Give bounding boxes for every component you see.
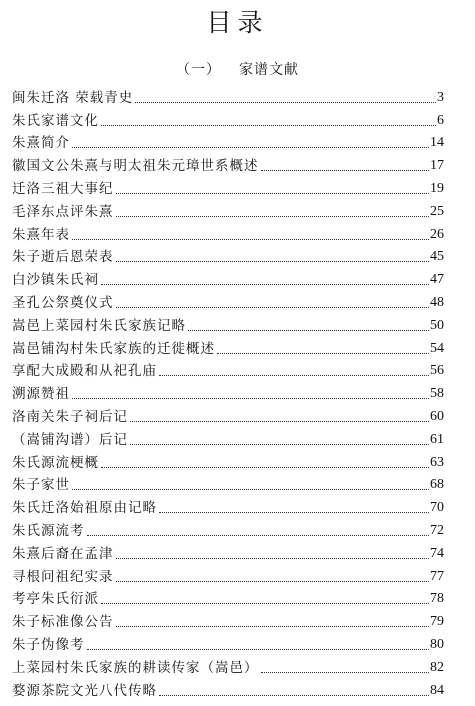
toc-entry xyxy=(12,449,444,472)
toc-entry xyxy=(12,380,444,403)
dot-leader xyxy=(135,102,436,103)
toc-entry-title: 嵩邑上菜园村朱氏家族记略 xyxy=(12,317,186,334)
toc-entry-title: 白沙镇朱氏祠 xyxy=(12,272,99,289)
toc-entry xyxy=(12,130,444,153)
toc-entry-title: 嵩邑铺沟村朱氏家族的迁徙概述 xyxy=(12,340,215,357)
toc-entry-title: 朱熹简介 xyxy=(12,135,70,152)
toc-entry-page: 47 xyxy=(430,272,444,288)
toc-entry-title: 洛南关朱子祠后记 xyxy=(12,408,128,425)
dot-leader xyxy=(217,353,429,354)
dot-leader xyxy=(116,216,430,217)
toc-entry-title: 闽朱迁洛 荣载青史 xyxy=(12,89,134,106)
toc-entry-page: 19 xyxy=(430,180,444,196)
dot-leader xyxy=(159,695,429,696)
toc-entry-page: 78 xyxy=(430,591,444,607)
toc-entry xyxy=(12,608,444,631)
toc-entry-title: 溯源赞祖 xyxy=(12,386,70,403)
toc-entry xyxy=(12,289,444,312)
dot-leader xyxy=(101,467,429,468)
dot-leader xyxy=(130,421,429,422)
dot-leader xyxy=(116,261,430,262)
toc-entry-title: 婺源茶院文光八代传略 xyxy=(12,682,157,699)
dot-leader xyxy=(188,330,429,331)
toc-entry-page: 77 xyxy=(430,568,444,584)
toc-entry-page: 74 xyxy=(430,545,444,561)
toc-entry-page: 80 xyxy=(430,636,444,652)
toc-entry xyxy=(12,563,444,586)
toc-entry xyxy=(12,312,444,335)
toc-entry-page: 3 xyxy=(437,89,444,105)
toc-entry xyxy=(12,175,444,198)
toc-entry-page: 54 xyxy=(430,340,444,356)
toc-entry-page: 70 xyxy=(430,500,444,516)
toc-entry xyxy=(12,358,444,381)
toc-entry-page: 14 xyxy=(430,135,444,151)
toc-entry-title: 迁洛三祖大事纪 xyxy=(12,180,114,197)
toc-entry xyxy=(12,494,444,517)
toc-entry-title: 寻根问祖纪实录 xyxy=(12,568,114,585)
toc-entry-page: 45 xyxy=(430,249,444,265)
toc-entry-title: 享配大成殿和从祀孔庙 xyxy=(12,363,157,380)
toc-entry xyxy=(12,517,444,540)
toc-entry xyxy=(12,654,444,677)
dot-leader xyxy=(116,307,430,308)
dot-leader xyxy=(101,125,436,126)
dot-leader xyxy=(72,398,429,399)
toc-entry xyxy=(12,266,444,289)
toc-entry xyxy=(12,107,444,130)
toc-entry-page: 61 xyxy=(430,431,444,447)
toc-entry-page: 82 xyxy=(430,659,444,675)
dot-leader xyxy=(159,512,429,513)
toc-entry-title: 朱熹年表 xyxy=(12,226,70,243)
dot-leader xyxy=(87,649,430,650)
toc-entry-title: 考亭朱氏衍派 xyxy=(12,591,99,608)
toc-entry xyxy=(12,472,444,495)
toc-entry xyxy=(12,335,444,358)
toc-entry-title: 朱子伪像考 xyxy=(12,636,85,653)
toc-entry-page: 84 xyxy=(430,682,444,698)
dot-leader xyxy=(72,147,429,148)
toc-entry-page: 26 xyxy=(430,226,444,242)
toc-entry xyxy=(12,586,444,609)
toc-entry-page: 79 xyxy=(430,614,444,630)
dot-leader xyxy=(72,239,429,240)
dot-leader xyxy=(116,193,430,194)
toc-entry-page: 48 xyxy=(430,294,444,310)
dot-leader xyxy=(116,626,430,627)
toc-entry-page: 72 xyxy=(430,522,444,538)
toc-entry-title: 朱子标准像公告 xyxy=(12,614,114,631)
toc-entry xyxy=(12,84,444,107)
toc-entry xyxy=(12,152,444,175)
toc-entry-title: 毛泽东点评朱熹 xyxy=(12,203,114,220)
toc-entry xyxy=(12,631,444,654)
toc-entry-title: 朱子逝后恩荣表 xyxy=(12,249,114,266)
toc-entry xyxy=(12,221,444,244)
toc-entry-page: 58 xyxy=(430,386,444,402)
toc-entry-page: 63 xyxy=(430,454,444,470)
section-heading xyxy=(0,60,475,80)
toc-entry-title: 朱子家世 xyxy=(12,477,70,494)
dot-leader xyxy=(261,672,430,673)
dot-leader xyxy=(101,603,429,604)
toc-entry-page: 25 xyxy=(430,203,444,219)
toc-entry xyxy=(12,403,444,426)
toc-entry-title: 圣孔公祭奠仪式 xyxy=(12,294,114,311)
toc-list xyxy=(12,84,444,700)
toc-entry xyxy=(12,198,444,221)
toc-entry xyxy=(12,244,444,267)
section-name: 家谱文献 xyxy=(239,62,299,78)
toc-entry-page: 17 xyxy=(430,158,444,174)
toc-entry-title: 徽国文公朱熹与明太祖朱元璋世系概述 xyxy=(12,158,259,175)
dot-leader xyxy=(116,558,430,559)
toc-entry-title: 上菜园村朱氏家族的耕读传家（嵩邑） xyxy=(12,659,259,676)
toc-entry-title: 朱氏源流考 xyxy=(12,522,85,539)
toc-entry-title: 朱氏源流梗概 xyxy=(12,454,99,471)
dot-leader xyxy=(72,489,429,490)
dot-leader xyxy=(101,284,429,285)
dot-leader xyxy=(87,535,430,536)
section-number: （一） xyxy=(176,62,221,78)
toc-entry-page: 60 xyxy=(430,408,444,424)
toc-entry-title: 朱熹后裔在孟津 xyxy=(12,545,114,562)
toc-entry xyxy=(12,540,444,563)
dot-leader xyxy=(159,375,429,376)
toc-entry-title: （嵩铺沟谱）后记 xyxy=(12,431,128,448)
dot-leader xyxy=(130,444,429,445)
toc-entry-page: 68 xyxy=(430,477,444,493)
toc-entry-title: 朱氏迁洛始祖原由记略 xyxy=(12,500,157,517)
toc-entry-title: 朱氏家谱文化 xyxy=(12,112,99,129)
page-title: 目录 xyxy=(206,8,269,37)
toc-entry-page: 6 xyxy=(437,112,444,128)
dot-leader xyxy=(116,581,430,582)
toc-entry-page: 50 xyxy=(430,317,444,333)
toc-entry-page: 56 xyxy=(430,363,444,379)
dot-leader xyxy=(261,170,430,171)
toc-entry xyxy=(12,426,444,449)
toc-entry xyxy=(12,677,444,700)
